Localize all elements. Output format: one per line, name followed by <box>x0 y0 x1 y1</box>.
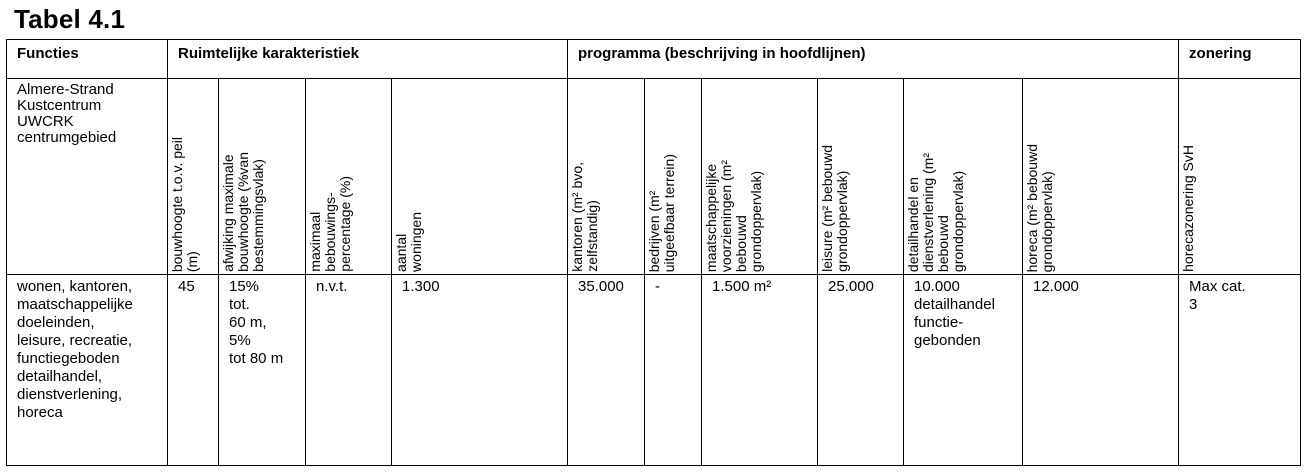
header-zonering: zonering <box>1179 40 1301 79</box>
cell-leisure: 25.000 <box>818 275 904 466</box>
cell-horecazonering: Max cat. 3 <box>1179 275 1301 466</box>
header-ruimtelijke: Ruimtelijke karakteristiek <box>168 40 568 79</box>
col-kantoren: kantoren (m² bvo, zelfstandig) <box>568 79 645 275</box>
col-detailhandel: detailhandel en dienstverlening (m² bebouwd grondoppervlak) <box>904 79 1023 275</box>
header-functies: Functies <box>7 40 168 79</box>
cell-detailhandel: 10.000 detailhandel functie- gebonden <box>904 275 1023 466</box>
cell-bebouwingspercentage: n.v.t. <box>306 275 392 466</box>
col-bebouwingspercentage: maximaal bebouwings- percentage (%) <box>306 79 392 275</box>
cell-bedrijven: - <box>645 275 702 466</box>
cell-horeca: 12.000 <box>1023 275 1179 466</box>
cell-afwijking: 15% tot. 60 m, 5% tot 80 m <box>219 275 306 466</box>
col-bedrijven: bedrijven (m² uitgeefbaar terrein) <box>645 79 702 275</box>
col-woningen: aantal woningen <box>392 79 568 275</box>
header-programma: programma (beschrijving in hoofdlijnen) <box>568 40 1179 79</box>
col-bouwhoogte: bouwhoogte t.o.v. peil (m) <box>168 79 219 275</box>
table-row <box>7 275 1301 466</box>
col-leisure: leisure (m² bebouwd grondoppervlak) <box>818 79 904 275</box>
table-title: Tabel 4.1 <box>14 4 126 34</box>
col-horecazonering: horecazonering SvH <box>1179 79 1301 275</box>
cell-functies: wonen, kantoren, maatschappelijke doeleinden, leisure, recreatie, functiegeboden detailhandel, dienstverlening, horeca <box>7 275 168 466</box>
cell-kantoren: 35.000 <box>568 275 645 466</box>
header-row <box>7 40 1301 79</box>
cell-maatschappelijk: 1.500 m² <box>702 275 818 466</box>
zoning-table <box>6 39 1301 466</box>
cell-woningen: 1.300 <box>392 275 568 466</box>
col-maatschappelijk: maatschappelijke voorzieningen (m² bebouwd grondoppervlak) <box>702 79 818 275</box>
col-horeca: horeca (m² bebouwd grondoppervlak) <box>1023 79 1179 275</box>
column-header-row <box>7 79 1301 275</box>
cell-bouwhoogte: 45 <box>168 275 219 466</box>
col-afwijking: afwijking maximale bouwhoogte (%van bestemmingsvlak) <box>219 79 306 275</box>
location-label: Almere-Strand Kustcentrum UWCRK centrumgebied <box>7 79 168 275</box>
